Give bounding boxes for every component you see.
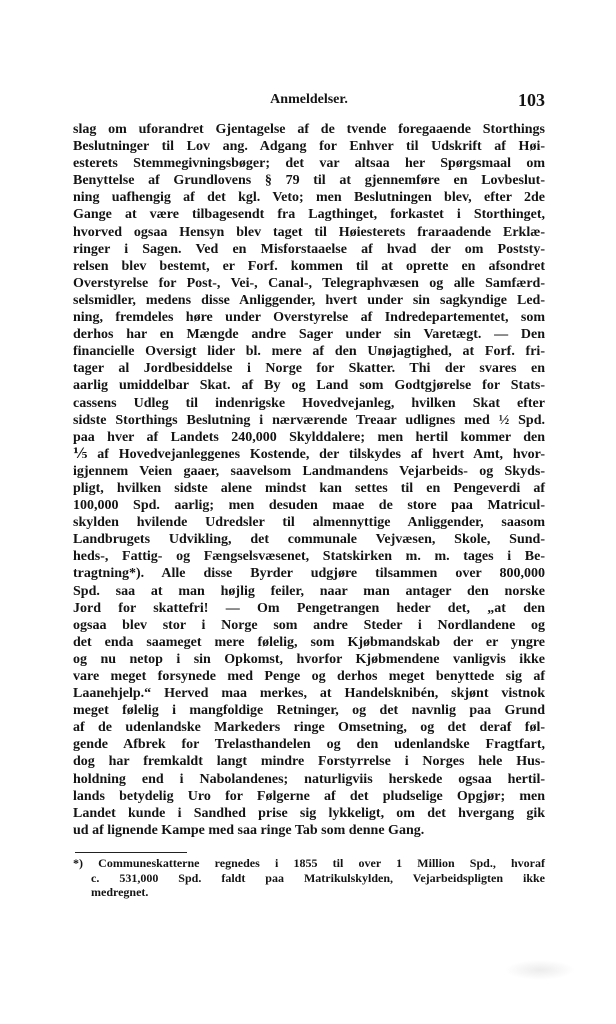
text-line: Landet kunde i Sandhed prise sig lykkeligt, om det hvergang gik <box>73 805 545 821</box>
text-line: sidste Storthings Beslutning i nærværende Treaar udlignes med ½ Spd. <box>73 412 545 428</box>
text-line: meget følelig i mangfoldige Retninger, og det navnlig paa Grund <box>73 703 545 719</box>
text-line: esterets Stemmegivningsbøger; det var altsaa her Spørgsmaal om <box>73 156 545 172</box>
page-header <box>73 90 545 110</box>
text-line: Overstyrelse for Post-, Vei-, Canal-, Telegraphvæsen og alle Samfærd- <box>73 275 545 291</box>
text-line: holdning end i Nabolandenes; naturligviis herskede ogsaa hertil- <box>73 771 545 787</box>
text-line: tager al Jordbesiddelse i Norge for Skatter. Thi der svares en <box>73 361 545 377</box>
text-line: det enda saameget mere følelig, som Kjøbmandskab der er yngre <box>73 634 545 650</box>
text-line: og nu netop i sin Opkomst, hvorfor Kjøbmendene vanligvis ikke <box>73 651 545 667</box>
text-line: Benyttelse af Grundlovens § 79 til at gjennemføre en Lovbeslut- <box>73 173 545 189</box>
footnote-divider <box>75 852 187 853</box>
text-line: ⅕ af Hovedvejanleggenes Kostende, der tilskydes af hvert Amt, hvor- <box>73 446 545 462</box>
text-line: Beslutninger til Lov ang. Adgang for Enhver til Udskrift af Høi- <box>73 139 545 155</box>
text-line: Gange at være tilbagesendt fra Lagthinget, forkastet i Storthinget, <box>73 207 545 223</box>
text-line: ning uafhengig af det kgl. Veto; men Beslutningen blev, efter 2de <box>73 190 545 206</box>
text-line: paa hver af Landets 240,000 Skylddalere; men hertil kommer den <box>73 429 545 445</box>
text-line: ogsaa blev stor i Norge som andre Steder i Nordlandene og <box>73 617 545 633</box>
text-line: Laanehjelp.“ Herved maa merkes, at Handelsknibén, skjønt vistnok <box>73 686 545 702</box>
text-line: igjennem Veien gaaer, saavelsom Landmandens Vejarbeids- og Skyds- <box>73 463 545 479</box>
body-text <box>73 121 545 839</box>
running-head: Anmeldelser. <box>270 92 348 107</box>
footnote-line: c. 531,000 Spd. faldt paa Matrikulskylden, Vejarbeidspligten ikke <box>91 870 545 885</box>
text-line: skylden hvilende Udredsler til almennyttige Anliggender, saasom <box>73 515 545 531</box>
footnotes <box>73 856 545 900</box>
text-line: gende Afbrek for Trelasthandelen og den udenlandske Fragtfart, <box>73 737 545 753</box>
text-line: hvorved ogsaa Hensyn blev taget til Høiesterets fraraadende Erklæ- <box>73 224 545 240</box>
text-line: ning, fremdeles høre under Overstyrelse af Indredepartementet, som <box>73 310 545 326</box>
text-line: lands betydelig Uro for Følgerne af det pludselige Opgjør; men <box>73 788 545 804</box>
text-line: derhos har en Mængde andre Sager under sin Varetægt. — Den <box>73 327 545 343</box>
text-line: 100,000 Spd. aarlig; men desuden maae de store paa Matricul- <box>73 498 545 514</box>
text-line: aarlig umiddelbar Skat. af By og Land som Godtgjørelse for Stats- <box>73 378 545 394</box>
text-line: pligt, hvilken sidste alene mindst kan settes til en Pengeverdi af <box>73 480 545 496</box>
text-line: Jord for skattefri! — Om Pengetrangen heder det, „at den <box>73 600 545 616</box>
text-line: af de udenlandske Markeders ringe Omsetning, og det deraf føl- <box>73 720 545 736</box>
text-line: Landbrugets Udvikling, det communale Vejvæsen, Skole, Sund- <box>73 532 545 548</box>
text-line: Spd. saa at man højlig feiler, naar man antager den norske <box>73 583 545 599</box>
footnote-line: medregnet. <box>91 885 149 899</box>
text-line: heds-, Fattig- og Fængselsvæsenet, Statskirken m. m. tages i Be- <box>73 549 545 565</box>
page-number: 103 <box>518 90 545 110</box>
text-line: selsmidler, medens disse Anliggender, hvert under sin sagkyndige Led- <box>73 292 545 308</box>
text-line: vare meget forsynede med Penge og derhos meget benyttede sig af <box>73 669 545 684</box>
text-line: dog har fremkaldt langt mindre Forstyrrelse i Norges hele Hus- <box>73 754 545 770</box>
footnote-line: *) Communeskatterne regnedes i 1855 til over 1 Million Spd., hvoraf <box>73 856 545 870</box>
library-stamp <box>505 960 575 980</box>
text-line: ringer i Sagen. Ved en Misforstaaelse af hvad der om Poststy- <box>73 241 545 257</box>
text-line: tragtning*). Alle disse Byrder udgjøre tilsammen over 800,000 <box>73 566 545 582</box>
text-line: ud af lignende Kampe med saa ringe Tab som denne Gang. <box>73 822 425 838</box>
text-line: cassens Udleg til indenrigske Hovedvejanleg, hvilken Skat efter <box>73 395 545 411</box>
text-line: financielle Oversigt lider bl. mere af den Unøjagtighed, at Forf. fri- <box>73 344 545 360</box>
text-line: relsen blev bestemt, er Forf. kommen til at oprette en afsondret <box>73 258 545 274</box>
text-line: slag om uforandret Gjentagelse af de tvende foregaaende Storthings <box>73 122 545 137</box>
